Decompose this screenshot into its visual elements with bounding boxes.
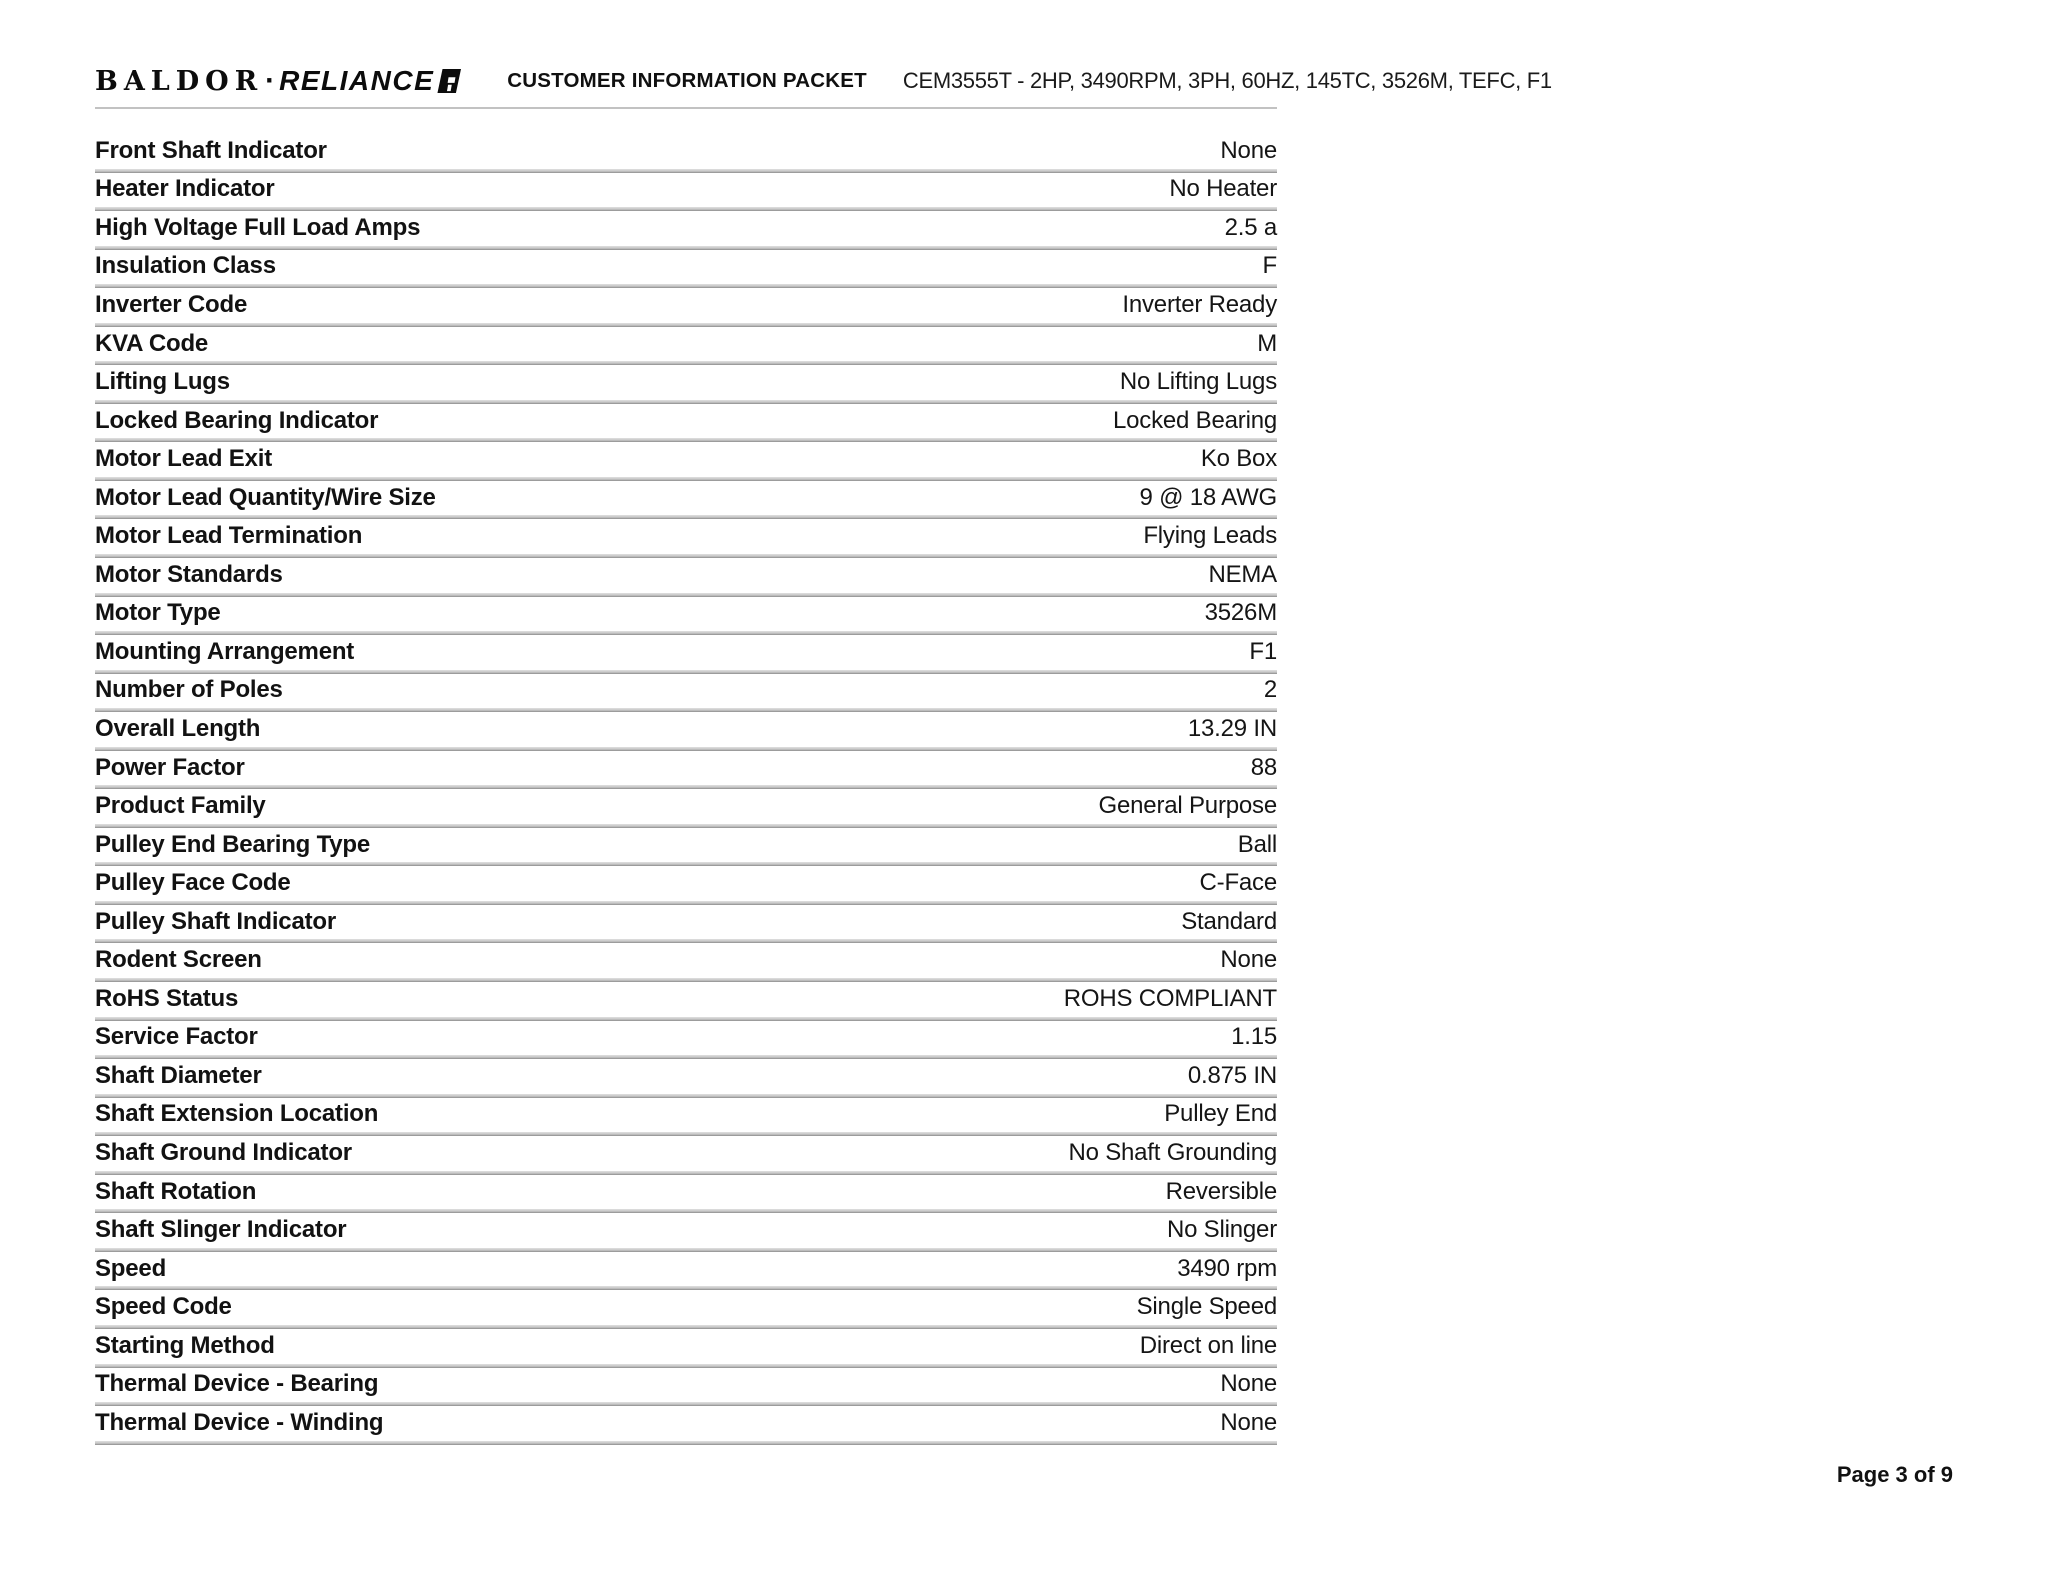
header — [95, 60, 1552, 102]
table-row — [95, 982, 1277, 1021]
brand-separator-dot: · — [265, 64, 276, 97]
row-value: F — [1262, 252, 1277, 280]
row-value: No Heater — [1169, 175, 1277, 203]
table-row — [95, 442, 1277, 481]
row-label: Pulley Face Code — [95, 869, 291, 897]
brand-baldor: BALDOR — [95, 65, 264, 97]
row-value: None — [1220, 946, 1277, 974]
row-label: Insulation Class — [95, 252, 276, 280]
row-label: Speed — [95, 1254, 167, 1282]
row-value: ROHS COMPLIANT — [1063, 984, 1277, 1012]
product-spec: CEM3555T - 2HP, 3490RPM, 3PH, 60HZ, 145TC, 3526M, TEFC, F1 — [902, 68, 1552, 93]
table-row — [95, 250, 1277, 289]
row-value: No Shaft Grounding — [1068, 1138, 1277, 1166]
row-label: Motor Type — [95, 599, 221, 627]
table-row — [95, 288, 1277, 327]
row-value: 0.875 IN — [1187, 1061, 1277, 1089]
table-row — [95, 1136, 1277, 1175]
row-label: Speed Code — [95, 1293, 232, 1321]
table-row — [95, 828, 1277, 867]
row-value: 3526M — [1204, 599, 1277, 627]
row-value: Pulley End — [1164, 1100, 1277, 1128]
row-value: 2 — [1263, 676, 1277, 704]
row-value: Reversible — [1165, 1177, 1277, 1205]
table-row — [95, 1059, 1277, 1098]
row-label: Mounting Arrangement — [95, 637, 355, 665]
table-row — [95, 712, 1277, 751]
header-rule — [95, 107, 1277, 109]
row-label: Thermal Device - Winding — [95, 1408, 384, 1436]
table-row — [95, 1368, 1277, 1407]
table-row — [95, 558, 1277, 597]
row-value: Inverter Ready — [1122, 290, 1277, 318]
row-value: 9 @ 18 AWG — [1139, 483, 1277, 511]
row-label: Locked Bearing Indicator — [95, 406, 379, 434]
row-label: Heater Indicator — [95, 175, 275, 203]
row-value: 13.29 IN — [1187, 714, 1277, 742]
row-value: 1.15 — [1231, 1023, 1277, 1051]
row-label: Motor Lead Termination — [95, 522, 363, 550]
row-label: High Voltage Full Load Amps — [95, 213, 421, 241]
row-value: No Lifting Lugs — [1119, 368, 1277, 396]
spec-table — [95, 134, 1277, 1445]
table-row — [95, 1329, 1277, 1368]
table-row — [95, 674, 1277, 713]
row-value: 2.5 a — [1224, 213, 1277, 241]
table-row — [95, 134, 1277, 173]
table-row — [95, 789, 1277, 828]
row-value: NEMA — [1208, 560, 1277, 588]
table-row — [95, 943, 1277, 982]
row-label: Lifting Lugs — [95, 368, 230, 396]
row-value: C-Face — [1199, 869, 1277, 897]
row-label: RoHS Status — [95, 984, 239, 1012]
table-row — [95, 635, 1277, 674]
row-label: Shaft Diameter — [95, 1061, 262, 1089]
brand-reliance: RELIANCE — [279, 65, 435, 96]
table-row — [95, 519, 1277, 558]
row-label: Shaft Extension Location — [95, 1100, 379, 1128]
row-label: Product Family — [95, 792, 266, 820]
row-label: Shaft Slinger Indicator — [95, 1216, 347, 1244]
row-label: Pulley Shaft Indicator — [95, 907, 336, 935]
table-row — [95, 1213, 1277, 1252]
row-label: Shaft Ground Indicator — [95, 1138, 352, 1166]
row-value: Ko Box — [1200, 445, 1277, 473]
table-row — [95, 1175, 1277, 1214]
row-value: No Slinger — [1166, 1216, 1277, 1244]
page-number: Page 3 of 9 — [1836, 1462, 1953, 1487]
row-label: Front Shaft Indicator — [95, 136, 327, 164]
row-label: Inverter Code — [95, 290, 248, 318]
table-row — [95, 211, 1277, 250]
row-value: General Purpose — [1098, 792, 1277, 820]
table-row — [95, 404, 1277, 443]
row-value: 3490 rpm — [1177, 1254, 1277, 1282]
row-label: Starting Method — [95, 1331, 275, 1359]
table-row — [95, 1290, 1277, 1329]
row-value: 88 — [1250, 753, 1277, 781]
table-row — [95, 1021, 1277, 1060]
row-label: Thermal Device - Bearing — [95, 1370, 379, 1398]
row-label: Shaft Rotation — [95, 1177, 257, 1205]
row-value: Direct on line — [1139, 1331, 1277, 1359]
row-label: Pulley End Bearing Type — [95, 830, 371, 858]
row-value: None — [1220, 136, 1277, 164]
row-label: Service Factor — [95, 1023, 258, 1051]
row-label: Power Factor — [95, 753, 245, 781]
packet-title: CUSTOMER INFORMATION PACKET — [507, 69, 867, 92]
row-label: Motor Standards — [95, 560, 283, 588]
table-row — [95, 365, 1277, 404]
row-value: Single Speed — [1136, 1293, 1277, 1321]
row-value: M — [1257, 329, 1277, 357]
page-footer — [1837, 1462, 1953, 1488]
row-label: Overall Length — [95, 714, 261, 742]
row-label: KVA Code — [95, 329, 209, 357]
table-row — [95, 751, 1277, 790]
row-value: Flying Leads — [1143, 522, 1277, 550]
row-value: None — [1220, 1408, 1277, 1436]
row-value: Ball — [1237, 830, 1277, 858]
table-row — [95, 905, 1277, 944]
row-label: Number of Poles — [95, 676, 283, 704]
row-value: None — [1220, 1370, 1277, 1398]
table-row — [95, 481, 1277, 520]
table-row — [95, 1252, 1277, 1291]
table-row — [95, 1406, 1277, 1445]
table-row — [95, 866, 1277, 905]
row-value: Standard — [1181, 907, 1277, 935]
table-row — [95, 173, 1277, 212]
reliance-r-mark-icon — [437, 68, 461, 94]
row-label: Rodent Screen — [95, 946, 262, 974]
table-row — [95, 327, 1277, 366]
row-label: Motor Lead Exit — [95, 445, 273, 473]
table-row — [95, 1098, 1277, 1137]
row-label: Motor Lead Quantity/Wire Size — [95, 483, 436, 511]
row-value: Locked Bearing — [1113, 406, 1277, 434]
row-value: F1 — [1249, 637, 1277, 665]
table-row — [95, 597, 1277, 636]
brand-logo — [95, 64, 461, 98]
